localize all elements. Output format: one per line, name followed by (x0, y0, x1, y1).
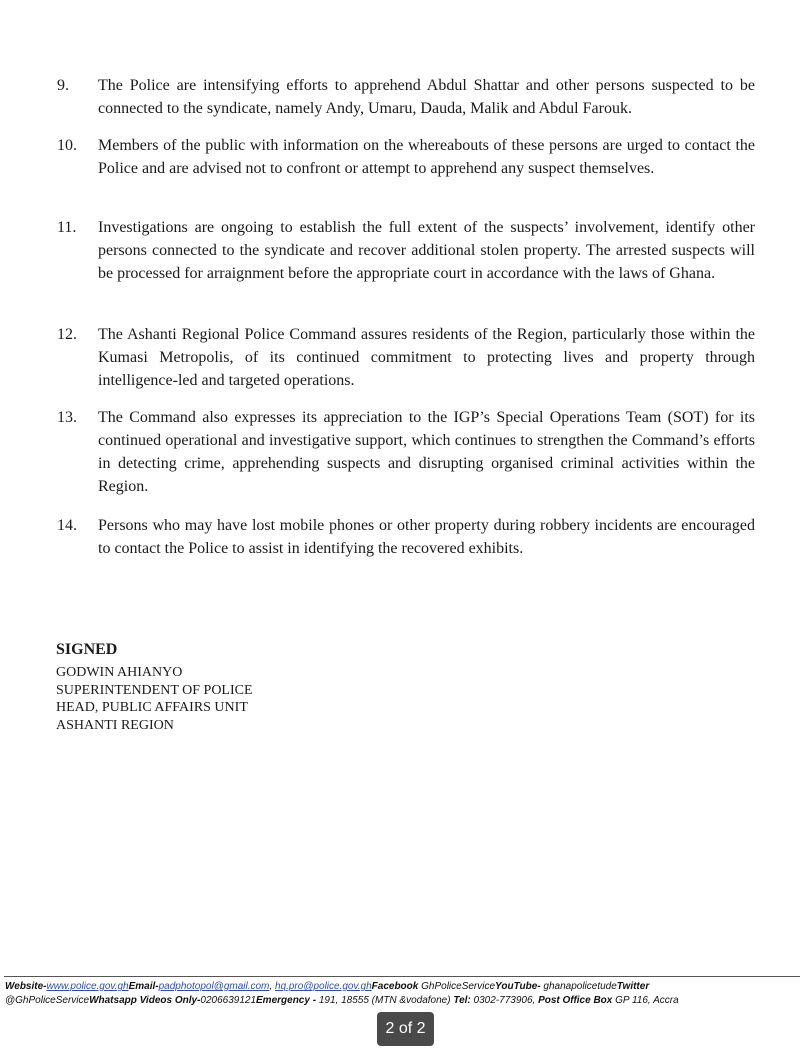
emergency-numbers: 191, 18555 (MTN &vodafone) (316, 995, 454, 1006)
footer-line-1 (5, 980, 797, 994)
website-label: Website- (5, 981, 47, 992)
emergency-label: Emergency - (256, 995, 317, 1006)
paragraph-text: The Command also expresses its appreciation to the IGP’s Special Operations Team (SOT) for its continued operational and investigative support, which continues to strengthen the Command’s efforts in detecting crime, apprehending suspects and disrupting organised criminal activities within the Region. (98, 409, 755, 495)
page-footer (5, 980, 797, 1008)
paragraph-text: Members of the public with information on the whereabouts of these persons are urged to contact the Police and are advised not to confront or attempt to apprehend any suspect themselves. (98, 137, 755, 177)
website-link[interactable]: www.police.gov.gh (46, 981, 129, 992)
signatory-rank: SUPERINTENDENT OF POLICE (56, 682, 253, 698)
tel-number: 0302-773906, (470, 995, 539, 1006)
signatory-position: HEAD, PUBLIC AFFAIRS UNIT (56, 700, 248, 715)
youtube-label: YouTube- (495, 981, 541, 992)
signatory-region: ASHANTI REGION (56, 717, 174, 733)
pobox-label: Post Office Box (538, 995, 613, 1006)
whatsapp-label: Whatsapp Videos Only- (89, 995, 201, 1006)
email-link-2[interactable]: hq.pro@police.gov.gh (274, 981, 372, 992)
paragraph-number: 12. (57, 326, 77, 343)
twitter-handle: @GhPoliceService (5, 995, 90, 1006)
footer-line-2 (5, 994, 797, 1008)
paragraph-number: 13. (57, 409, 77, 426)
paragraph-number: 14. (57, 517, 77, 534)
signatory-name: GODWIN AHIANYO (56, 665, 183, 680)
signature-block (56, 640, 253, 734)
email-link-1[interactable]: padphotopol@gmail.com (158, 981, 270, 992)
signed-label: SIGNED (56, 641, 118, 658)
facebook-handle: GhPoliceService (418, 981, 496, 992)
twitter-label: Twitter (616, 981, 650, 992)
tel-label: Tel: (453, 995, 471, 1006)
paragraph-text: The Ashanti Regional Police Command assures residents of the Region, particularly those within the Kumasi Metropolis, of its continued commitment to protecting lives and property through intelligence-led and targeted operations. (98, 326, 755, 389)
paragraph-number: 9. (57, 77, 69, 94)
paragraph-text: Investigations are ongoing to establish the full extent of the suspects’ involvement, identify other persons connected to the syndicate and recover additional stolen property. The arrested suspects will be processed for arraignment before the appropriate court in accordance with the laws of Ghana. (98, 219, 755, 282)
page-indicator: 2 of 2 (377, 1012, 434, 1046)
youtube-handle: ghanapolicetude (540, 981, 617, 992)
footer-divider (4, 976, 800, 977)
pobox-value: GP 116, Accra (612, 995, 679, 1006)
facebook-label: Facebook (371, 981, 419, 992)
paragraph-text: Persons who may have lost mobile phones or other property during robbery incidents are encouraged to contact the Police to assist in identifying the recovered exhibits. (98, 517, 755, 557)
paragraph-number: 11. (57, 219, 77, 236)
whatsapp-number: 0206639121 (200, 995, 257, 1006)
email-separator: , (269, 981, 275, 992)
paragraph-text: The Police are intensifying efforts to apprehend Abdul Shattar and other persons suspected to be connected to the syndicate, namely Andy, Umaru, Dauda, Malik and Abdul Farouk. (98, 77, 755, 117)
email-label: Email- (128, 981, 159, 992)
paragraph-number: 10. (57, 137, 77, 154)
